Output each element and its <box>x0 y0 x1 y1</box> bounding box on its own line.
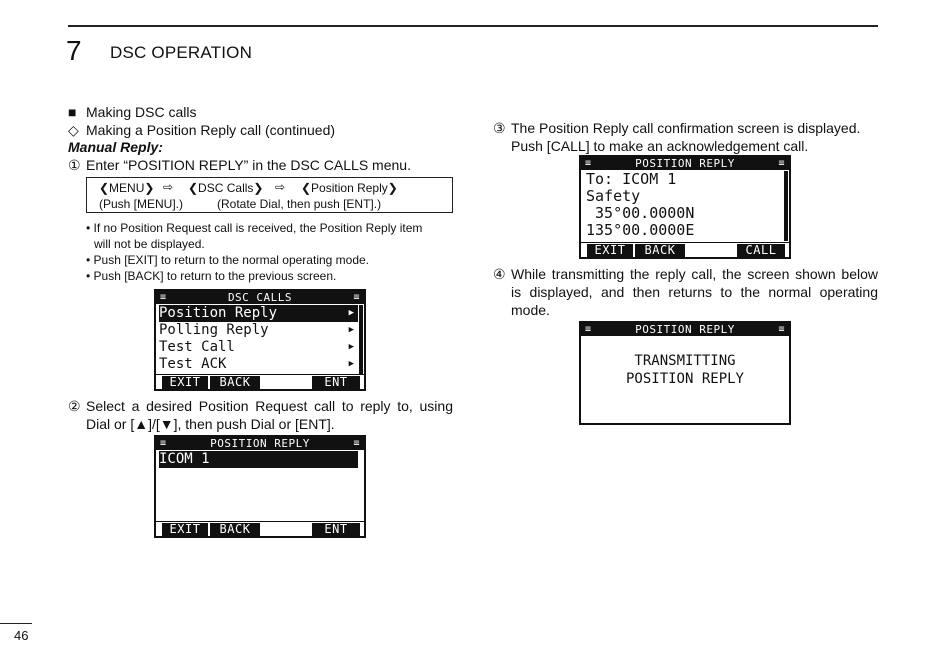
bullet-item: • Push [BACK] to return to the previous screen. <box>86 269 337 283</box>
step4-text: is displayed, and then returns to the normal operating <box>511 284 878 300</box>
to-line: To: ICOM 1 <box>586 170 677 188</box>
step3-text: Push [CALL] to make an acknowledgement call. <box>511 138 809 154</box>
back-softkey[interactable]: BACK <box>635 244 685 257</box>
step1-text: Enter “POSITION REPLY” in the DSC CALLS menu. <box>86 157 411 173</box>
step4-text: mode. <box>511 302 550 318</box>
lcd-transmitting <box>579 321 791 425</box>
ent-softkey[interactable]: ENT <box>312 523 360 536</box>
square-icon: ■ <box>68 104 77 120</box>
step1 <box>68 157 411 174</box>
section-heading <box>68 104 196 121</box>
call-softkey[interactable]: CALL <box>737 244 785 257</box>
bullet-item: • Push [EXIT] to return to the normal operating mode. <box>86 253 370 267</box>
step4 <box>493 265 878 319</box>
position-reply-label: ❮Position Reply❯ <box>301 181 398 195</box>
back-softkey[interactable]: BACK <box>210 523 260 536</box>
menu-icon: ≡ <box>778 324 785 335</box>
bullet-item-continuation: will not be displayed. <box>94 237 205 251</box>
softkey-bar <box>156 521 364 536</box>
page-number: 46 <box>14 628 29 643</box>
lcd-title: POSITION REPLY <box>635 157 735 170</box>
step1-number-icon: ① <box>68 157 81 173</box>
transmitting-line: TRANSMITTING <box>634 353 736 369</box>
section-heading-text: Making DSC calls <box>86 104 197 120</box>
scrollbar[interactable] <box>784 171 788 241</box>
arrow-icon: ⇨ <box>275 180 286 194</box>
exit-softkey[interactable]: EXIT <box>162 523 208 536</box>
lcd-header <box>581 157 789 170</box>
lcd-header <box>581 323 789 336</box>
right-arrow-icon: ▶ <box>348 359 354 369</box>
diamond-icon: ◇ <box>68 122 79 138</box>
step4-text: While transmitting the reply call, the screen shown below <box>511 266 878 282</box>
step2-number-icon: ② <box>68 398 81 414</box>
step3-line <box>493 119 878 137</box>
menu-item-test-ack[interactable] <box>159 356 358 373</box>
longitude-line: 135°00.0000E <box>586 221 695 239</box>
right-arrow-icon: ▶ <box>348 308 354 318</box>
right-arrow-icon: ▶ <box>348 342 354 352</box>
menu-icon: ≡ <box>585 324 592 335</box>
menu-key-label: ❮MENU❯ <box>99 181 155 195</box>
lcd-title: DSC CALLS <box>227 291 293 304</box>
subsection-heading <box>68 122 335 139</box>
menu-icon: ≡ <box>353 438 360 449</box>
chapter-title: DSC OPERATION <box>110 43 253 62</box>
menu-item-label: Polling Reply <box>159 322 269 338</box>
lcd-header <box>156 437 364 450</box>
latitude-line: 35°00.0000N <box>586 204 695 222</box>
step4-line <box>493 265 878 283</box>
menu-item-polling-reply[interactable] <box>159 322 358 339</box>
menu-item-label: Position Reply <box>159 305 278 321</box>
rotate-hint: (Rotate Dial, then push [ENT].) <box>217 197 382 211</box>
manual-reply-heading: Manual Reply: <box>68 139 163 155</box>
page-number-rule <box>0 623 32 624</box>
menu-item-label: Test Call <box>159 339 235 355</box>
lcd-position-reply-select <box>154 435 366 538</box>
menu-icon: ≡ <box>778 158 785 169</box>
list-item-icom1[interactable]: ICOM 1 <box>159 451 358 468</box>
step3-number-icon: ③ <box>493 120 506 136</box>
menu-item-label: Test ACK <box>159 356 227 372</box>
step2 <box>68 397 453 433</box>
menu-icon: ≡ <box>160 292 167 303</box>
softkey-bar <box>156 374 364 389</box>
exit-softkey[interactable]: EXIT <box>162 376 208 389</box>
subsection-heading-text: Making a Position Reply call (continued) <box>86 122 336 138</box>
step2-text: Dial or [▲]/[▼], then push Dial or [ENT]. <box>86 416 335 432</box>
bullet-item: • If no Position Request call is received, the Position Reply item <box>86 221 423 235</box>
lcd-title: POSITION REPLY <box>635 323 735 336</box>
step4-number-icon: ④ <box>493 266 506 282</box>
step2-text: Select a desired Position Request call to reply to, using <box>86 398 453 414</box>
lcd-position-reply-confirm <box>579 155 791 259</box>
arrow-icon: ⇨ <box>163 180 174 194</box>
chapter-number: 7 <box>66 35 82 66</box>
lcd-dsc-calls <box>154 289 366 391</box>
bullet-list <box>86 220 453 284</box>
lcd-header <box>156 291 364 304</box>
menu-path-box <box>86 177 453 213</box>
menu-icon: ≡ <box>353 292 360 303</box>
push-menu-hint: (Push [MENU].) <box>99 197 184 211</box>
position-reply-line: POSITION REPLY <box>625 371 744 387</box>
step2-line <box>68 397 453 415</box>
lcd-title: POSITION REPLY <box>210 437 310 450</box>
step3-text: The Position Reply call confirmation screen is displayed. <box>511 120 861 136</box>
step3 <box>493 119 878 155</box>
ent-softkey[interactable]: ENT <box>312 376 360 389</box>
back-softkey[interactable]: BACK <box>210 376 260 389</box>
menu-icon: ≡ <box>585 158 592 169</box>
right-arrow-icon: ▶ <box>348 325 354 335</box>
menu-item-test-call[interactable] <box>159 339 358 356</box>
menu-icon: ≡ <box>160 438 167 449</box>
exit-softkey[interactable]: EXIT <box>587 244 633 257</box>
menu-item-position-reply[interactable] <box>159 305 358 322</box>
scrollbar[interactable] <box>359 305 363 375</box>
top-rule <box>68 25 878 27</box>
category-line: Safety <box>586 187 641 205</box>
dsc-calls-label: ❮DSC Calls❯ <box>188 181 264 195</box>
softkey-bar <box>581 242 789 257</box>
